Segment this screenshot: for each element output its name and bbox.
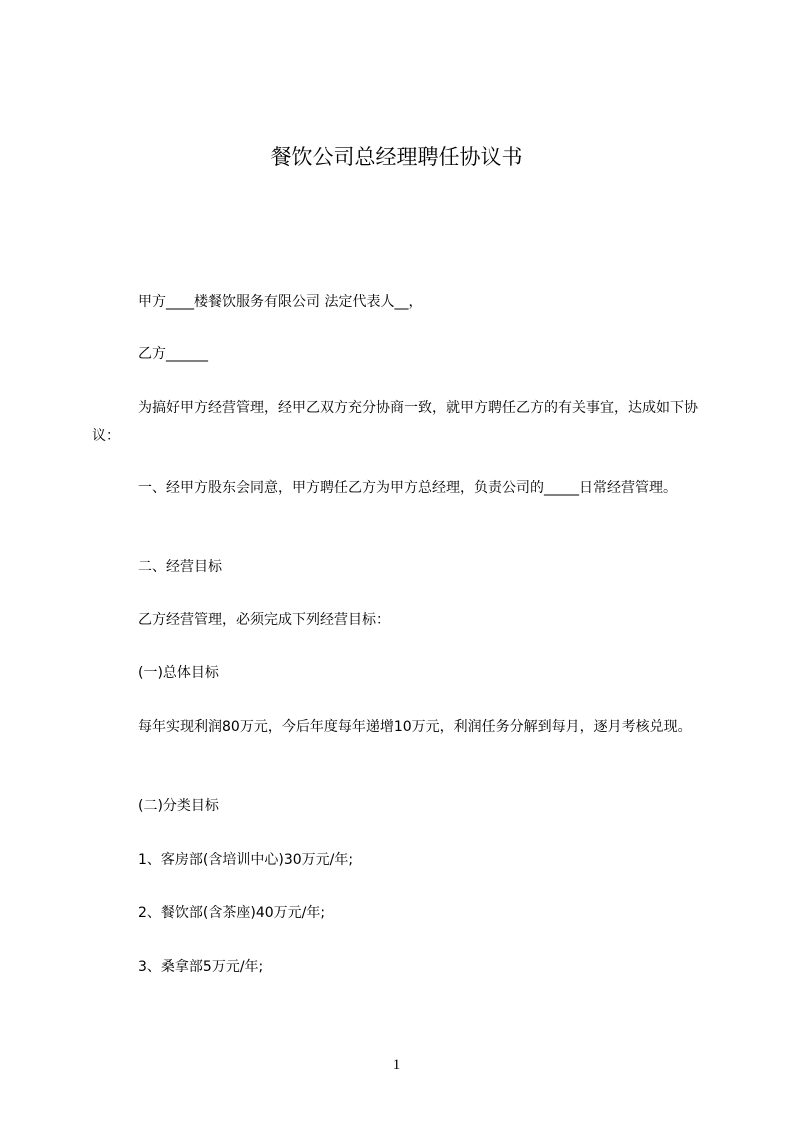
- document-title: 餐饮公司总经理聘任协议书: [270, 145, 523, 169]
- category-target-item: 1、客房部(含培训中心)30万元/年;: [138, 852, 354, 868]
- overall-target-paragraph: 每年实现利润80万元，今后年度每年递增10万元，利润任务分解到每月，逐月考核兑现。: [138, 719, 692, 735]
- category-target-item: 2、餐饮部(含茶座)40万元/年;: [138, 905, 326, 921]
- clause-two-heading: 二、经营目标: [138, 559, 222, 575]
- preamble-paragraph: 为搞好甲方经营管理，经甲乙双方充分协商一致，就甲方聘任乙方的有关事宜，达成如下协议：: [92, 400, 698, 444]
- category-target-item: 3、桑拿部5万元/年;: [138, 959, 264, 975]
- targets-intro-line: 乙方经营管理，必须完成下列经营目标：: [138, 612, 390, 628]
- party-a-line: 甲方____楼餐饮服务有限公司 法定代表人__，: [138, 294, 423, 310]
- clause-one-paragraph: 一、经甲方股东会同意，甲方聘任乙方为甲方总经理，负责公司的_____日常经营管理。: [138, 480, 677, 496]
- overall-target-heading: (一)总体目标: [138, 665, 219, 681]
- page-number: 1: [392, 1057, 401, 1073]
- category-target-heading: (二)分类目标: [138, 798, 219, 814]
- party-b-line: 乙方______: [138, 346, 208, 362]
